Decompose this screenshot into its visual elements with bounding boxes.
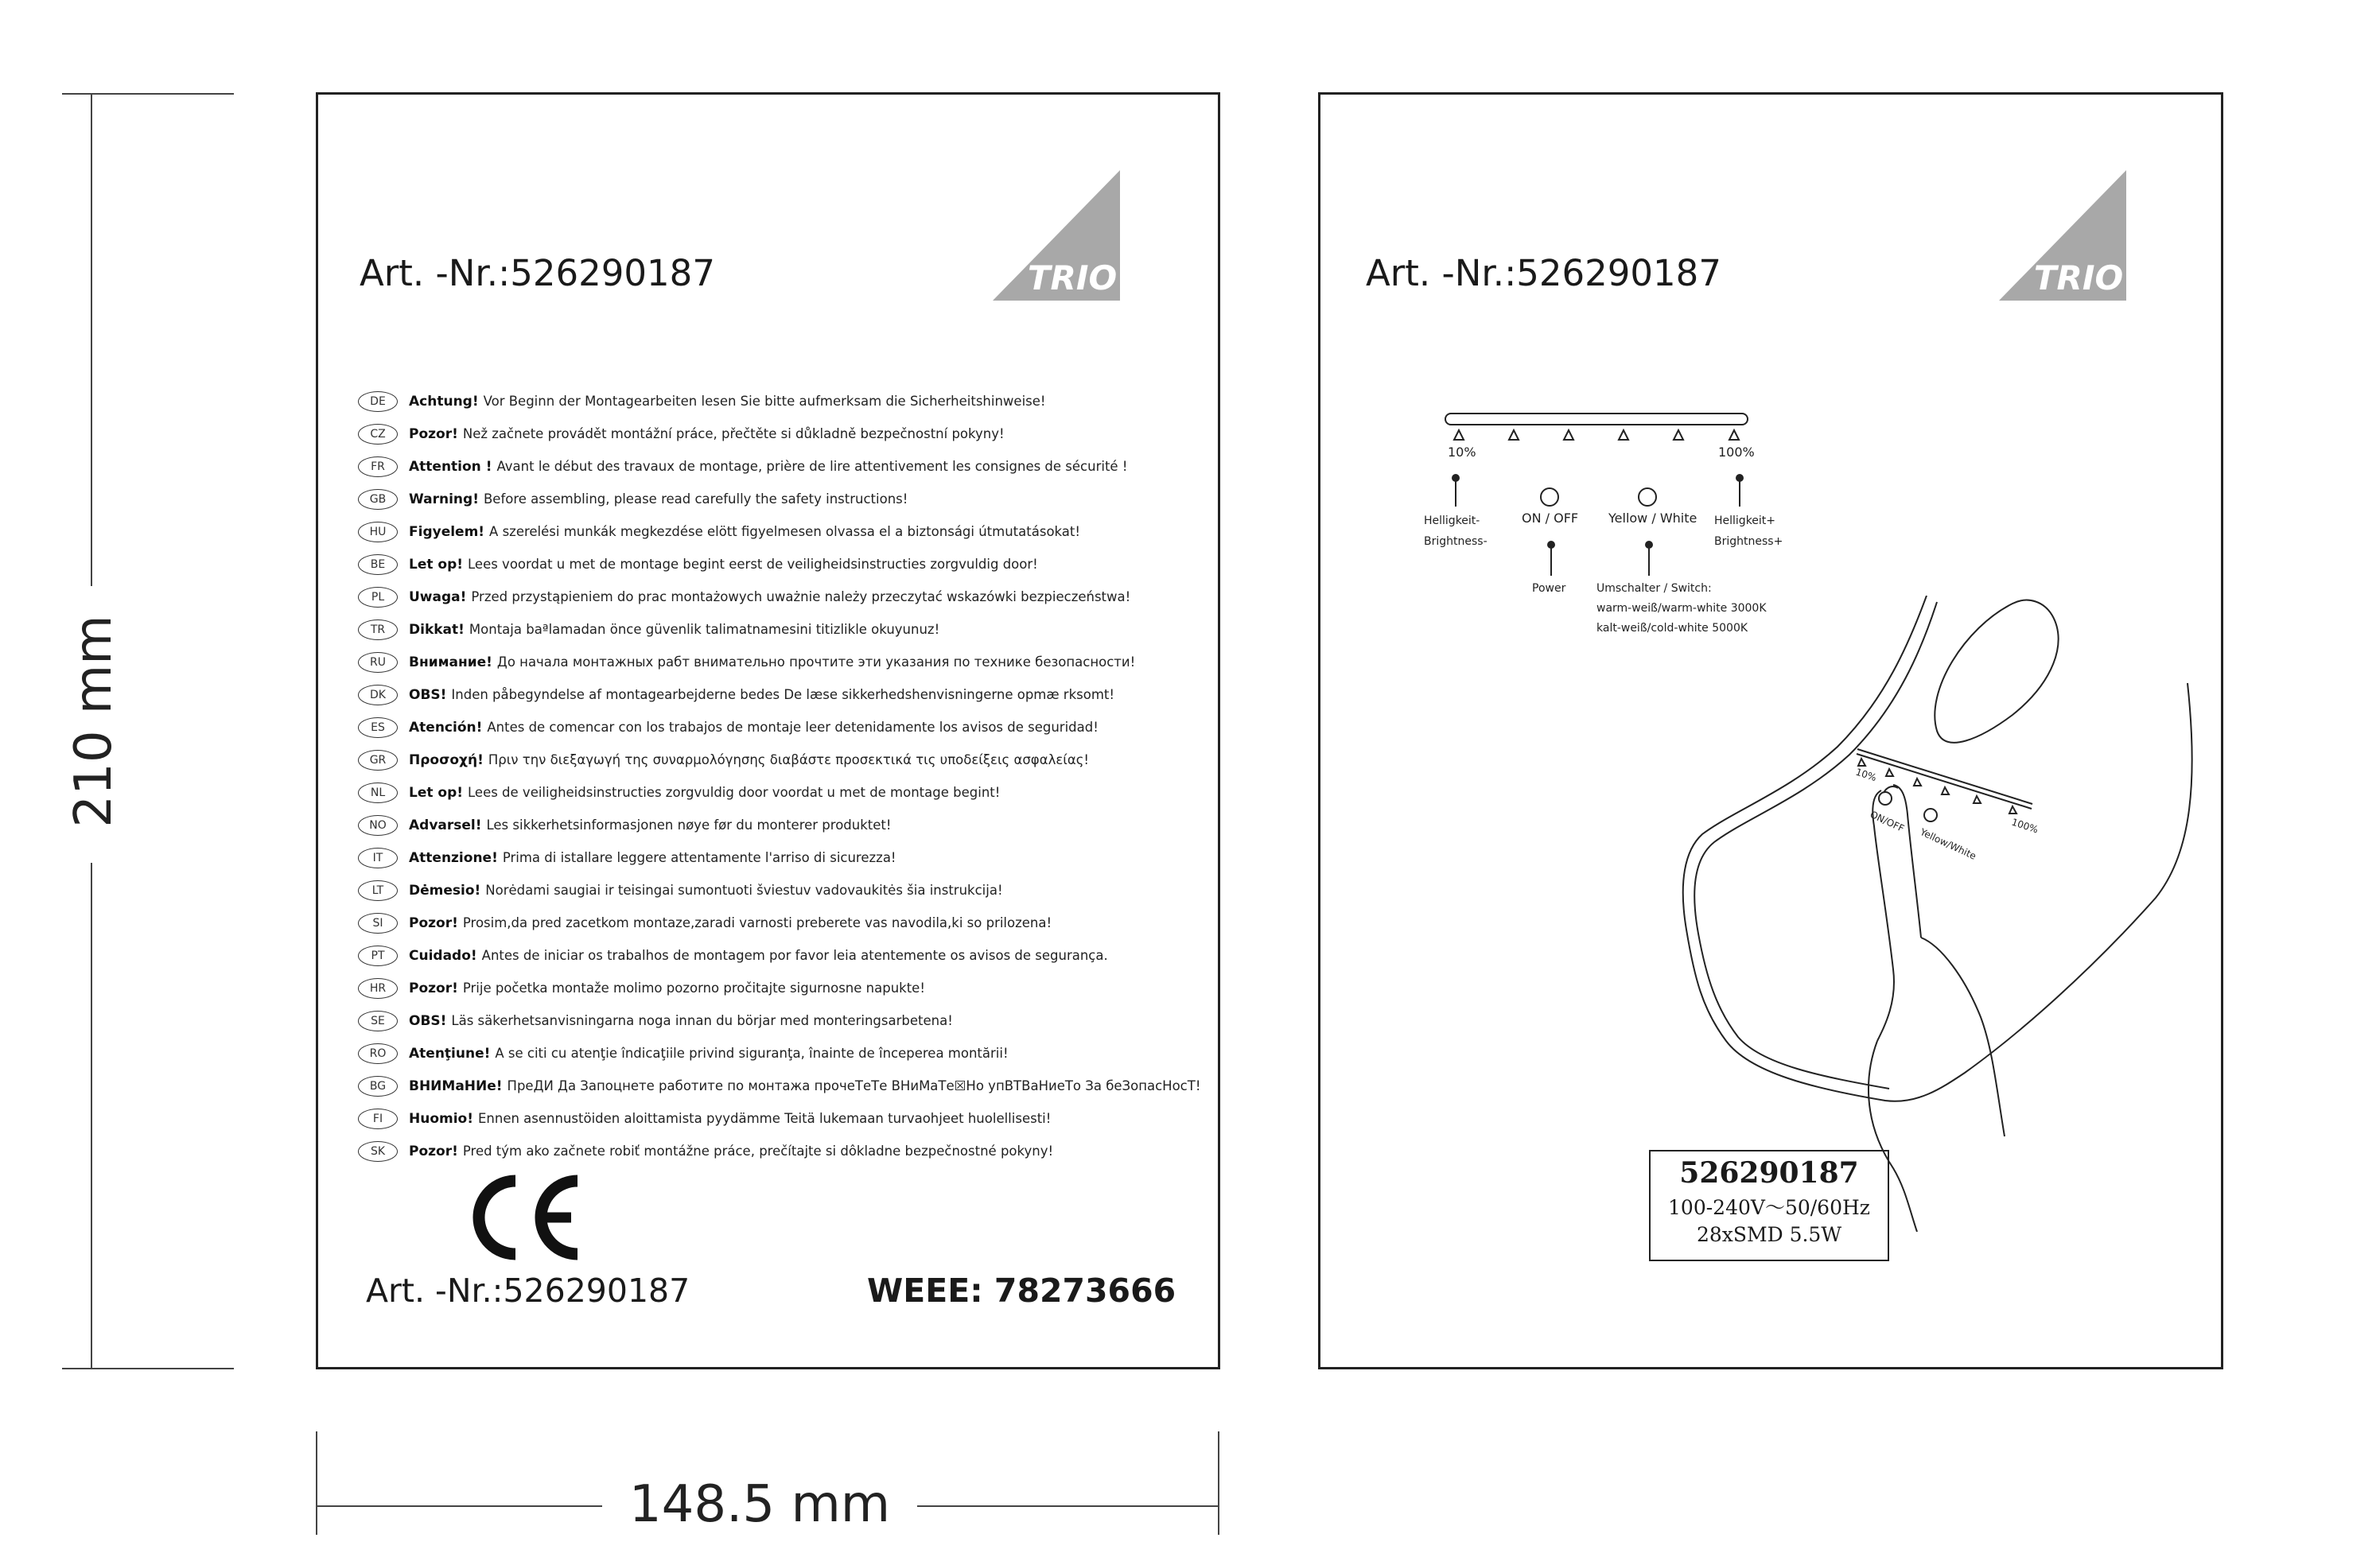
weee-number: WEEE: 78273666 — [867, 1272, 1176, 1310]
language-code-badge: HU — [358, 522, 398, 542]
device-illustration — [1678, 596, 2203, 1232]
height-label: 210 mm — [64, 615, 123, 828]
right-page — [1318, 92, 2223, 1369]
warning-row-pt — [358, 939, 1201, 972]
warning-heading: Внимание! — [409, 654, 492, 670]
warning-row-sk — [358, 1135, 1201, 1167]
warning-heading: ВНИМаНИе! — [409, 1078, 503, 1094]
warning-row-si — [358, 907, 1201, 939]
warning-text: Przed przystąpieniem do prac montażowych uważnie należy przeczytać wskazówki bezpieczeństwa! — [471, 589, 1131, 604]
svg-text:Brightness-: Brightness- — [1424, 535, 1488, 548]
trio-logo — [993, 170, 1120, 301]
warning-heading: Attenzione! — [409, 849, 498, 866]
warning-text: Pred tým ako začnete robiť montážne práce, prečítajte si dôkladne bezpečnostné pokyny! — [462, 1144, 1054, 1159]
warning-text: ПреДИ Да Запоцнете работите по монтажа прочеТеТе ВНиМаТе☒Но упВТВаНиеТо За беЗопасНосТ! — [507, 1078, 1201, 1093]
warning-text: A se citi cu atenţie îndicaţiile privind siguranţa, înainte de începerea montării! — [495, 1046, 1009, 1061]
spec-leds: 28xSMD 5.5W — [1696, 1223, 1842, 1246]
language-code-badge: DE — [358, 391, 398, 412]
warning-heading: Pozor! — [409, 1143, 458, 1159]
svg-text:ON/OFF: ON/OFF — [1868, 809, 1907, 835]
language-code-badge: GR — [358, 750, 398, 771]
left-page — [316, 92, 1220, 1369]
warning-heading: Advarsel! — [409, 817, 482, 833]
language-code-badge: PL — [358, 587, 398, 608]
language-code-badge: GB — [358, 489, 398, 510]
svg-text:Power: Power — [1532, 582, 1566, 595]
warning-row-gr — [358, 744, 1201, 776]
right-art-nr: Art. -Nr.:526290187 — [1366, 252, 1721, 294]
warning-row-no — [358, 809, 1201, 841]
warning-text: Antes de comencar con los trabajos de montaje leer detenidamente los avisos de seguridad! — [487, 720, 1099, 735]
warning-text: Πριν την διεξαγωγή της συναρμολόγησης διαβάστε προσεκτικά τις υποδείξεις ασφαλείας! — [488, 752, 1090, 767]
svg-text:Yellow / White: Yellow / White — [1608, 511, 1698, 526]
language-code-badge: NO — [358, 815, 398, 836]
warning-text: Vor Beginn der Montagearbeiten lesen Sie bitte aufmerksam die Sicherheitshinweise! — [483, 394, 1046, 409]
svg-text:Brightness+: Brightness+ — [1714, 535, 1783, 548]
warning-row-de — [358, 385, 1201, 417]
language-code-badge: NL — [358, 782, 398, 803]
warning-row-lt — [358, 874, 1201, 907]
svg-text:Helligkeit+: Helligkeit+ — [1714, 515, 1776, 527]
warning-row-cz — [358, 417, 1201, 450]
svg-text:100%: 100% — [2010, 816, 2040, 836]
warning-text: A szerelési munkák megkezdése elött figyelmesen olvassa el a biztonsági útmutatásokat! — [489, 524, 1080, 539]
warning-text: До начала монтажных рабт внимательно прочтите эти указания по технике безопасности! — [496, 654, 1136, 670]
warning-heading: Pozor! — [409, 425, 458, 442]
warning-row-tr — [358, 613, 1201, 646]
warning-heading: Pozor! — [409, 915, 458, 931]
warning-row-ro — [358, 1037, 1201, 1070]
footer-art-nr: Art. -Nr.:526290187 — [366, 1272, 690, 1310]
warning-heading: Uwaga! — [409, 588, 467, 605]
warning-heading: Let op! — [409, 784, 464, 801]
warning-heading: Warning! — [409, 491, 479, 507]
warning-text: Norėdami saugiai ir teisingai sumontuoti šviestuv vadovaukitės šia instrukcija! — [485, 883, 1003, 898]
spec-voltage: 100-240V～50/60Hz — [1668, 1196, 1870, 1219]
warning-text: Inden påbegyndelse af montagearbejderne bedes De læse sikkerhedshenvisningerne opmæ rksomt! — [451, 687, 1114, 702]
svg-text:10%: 10% — [1448, 445, 1476, 460]
warning-heading: Pozor! — [409, 980, 458, 996]
language-code-badge: IT — [358, 848, 398, 868]
warning-row-pl — [358, 581, 1201, 613]
svg-text:TRIO: TRIO — [1027, 258, 1118, 297]
language-code-badge: CZ — [358, 424, 398, 445]
language-code-badge: TR — [358, 619, 398, 640]
language-code-badge: BG — [358, 1076, 398, 1097]
left-art-nr: Art. -Nr.:526290187 — [360, 252, 715, 294]
warning-row-ru — [358, 646, 1201, 678]
safety-warnings-list — [358, 385, 1201, 1167]
warning-row-fi — [358, 1102, 1201, 1135]
svg-text:Umschalter / Switch:: Umschalter / Switch: — [1596, 582, 1712, 595]
language-code-badge: RU — [358, 652, 398, 673]
language-code-badge: FR — [358, 456, 398, 477]
warning-heading: Dikkat! — [409, 621, 465, 638]
warning-row-se — [358, 1004, 1201, 1037]
warning-text: Ennen asennustöiden aloittamista pyydämme Teitä lukemaan turvaohjeet huolellisesti! — [477, 1111, 1052, 1126]
language-code-badge: FI — [358, 1109, 398, 1129]
svg-text:TRIO: TRIO — [2033, 258, 2124, 297]
svg-text:kalt-weiß/cold-white 5000K: kalt-weiß/cold-white 5000K — [1596, 622, 1748, 635]
spec-model: 526290187 — [1679, 1156, 1859, 1190]
language-code-badge: BE — [358, 554, 398, 575]
language-code-badge: DK — [358, 685, 398, 705]
language-code-badge: RO — [358, 1043, 398, 1064]
warning-heading: Cuidado! — [409, 947, 477, 964]
warning-heading: Dėmesio! — [409, 882, 481, 899]
language-code-badge: SI — [358, 913, 398, 934]
ce-mark — [460, 1175, 587, 1260]
warning-text: Lees de veiligheidsinstructies zorgvuldig door voordat u met de montage begint! — [468, 785, 1001, 800]
warning-row-gb — [358, 483, 1201, 515]
language-code-badge: SK — [358, 1141, 398, 1162]
warning-text: Before assembling, please read carefully the safety instructions! — [483, 491, 908, 507]
warning-row-hu — [358, 515, 1201, 548]
language-code-badge: HR — [358, 978, 398, 999]
warning-text: Antes de iniciar os trabalhos de montagem por favor leia atentemente os avisos de segurança. — [481, 948, 1108, 963]
warning-heading: Προσοχή! — [409, 751, 484, 768]
warning-row-dk — [358, 678, 1201, 711]
warning-row-hr — [358, 972, 1201, 1004]
warning-row-nl — [358, 776, 1201, 809]
warning-heading: OBS! — [409, 686, 447, 703]
svg-text:10%: 10% — [1854, 766, 1878, 784]
warning-text: Prosim,da pred zacetkom montaze,zaradi varnosti preberete vas navodila,ki so prilozena! — [462, 915, 1052, 930]
warning-row-fr — [358, 450, 1201, 483]
warning-text: Montaja baªlamadan önce güvenlik talimatnamesini titizlikle okuyunuz! — [469, 622, 940, 637]
svg-text:Yellow/White: Yellow/White — [1918, 826, 1978, 862]
language-code-badge: ES — [358, 717, 398, 738]
warning-heading: Huomio! — [409, 1110, 473, 1127]
warning-row-es — [358, 711, 1201, 744]
warning-heading: Figyelem! — [409, 523, 485, 540]
svg-text:warm-weiß/warm-white 3000K: warm-weiß/warm-white 3000K — [1596, 602, 1767, 615]
warning-text: Prima di istallare leggere attentamente l'arriso di sicurezza! — [502, 850, 896, 865]
warning-heading: Attention ! — [409, 458, 492, 475]
warning-text: Prije početka montaže molimo pozorno pročitajte sigurnosne napukte! — [462, 981, 925, 996]
svg-text:100%: 100% — [1718, 445, 1755, 460]
svg-text:ON / OFF: ON / OFF — [1522, 511, 1579, 526]
warning-heading: Achtung! — [409, 393, 479, 410]
warning-text: Lees voordat u met de montage begint eerst de veiligheidsinstructies zorgvuldig door! — [468, 557, 1038, 572]
language-code-badge: SE — [358, 1011, 398, 1031]
warning-heading: Atención! — [409, 719, 483, 736]
warning-text: Läs säkerhetsanvisningarna noga innan du börjar med monteringsarbetena! — [451, 1013, 953, 1028]
spec-label-box — [1649, 1150, 1889, 1261]
warning-text: Les sikkerhetsinformasjonen nøye før du monterer produktet! — [486, 817, 892, 833]
language-code-badge: PT — [358, 946, 398, 966]
language-code-badge: LT — [358, 880, 398, 901]
width-label: 148.5 mm — [628, 1475, 891, 1534]
svg-text:Helligkeit-: Helligkeit- — [1424, 515, 1480, 527]
warning-heading: Let op! — [409, 556, 464, 573]
warning-heading: OBS! — [409, 1012, 447, 1029]
warning-row-it — [358, 841, 1201, 874]
warning-row-bg — [358, 1070, 1201, 1102]
warning-text: Avant le début des travaux de montage, prière de lire attentivement les consignes de sécurité ! — [496, 459, 1128, 474]
warning-text: Než začnete provádět montážní práce, přečtěte si důkladně bezpečnostní pokyny! — [462, 426, 1005, 441]
warning-heading: Atenţiune! — [409, 1045, 491, 1062]
warning-row-be — [358, 548, 1201, 581]
